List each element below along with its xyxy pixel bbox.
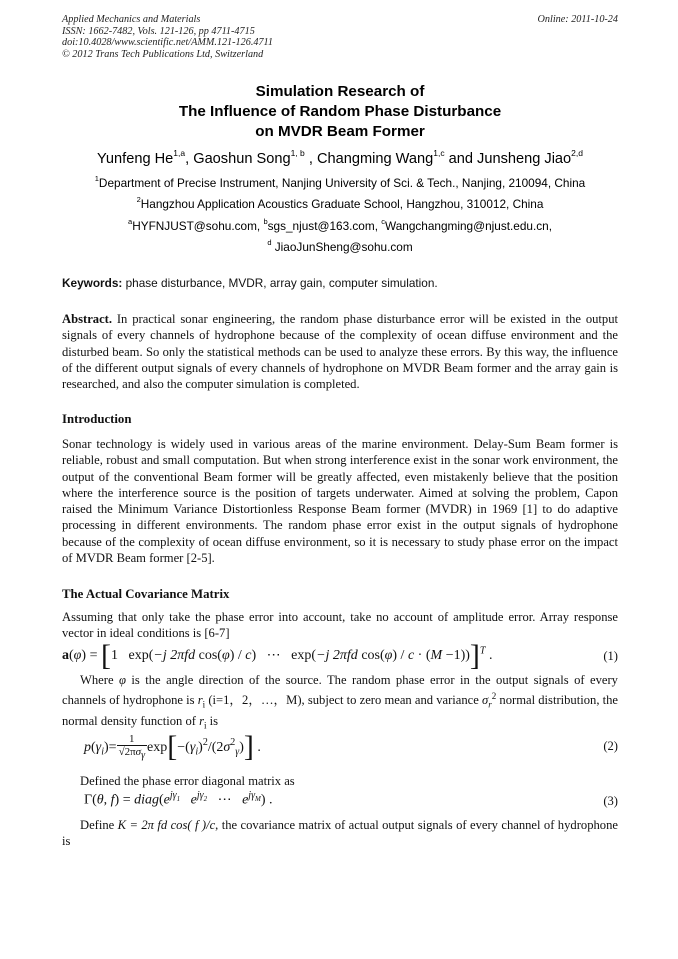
abstract-text: In practical sonar engineering, the random phase disturbance error will be existed in the output signals of every channels of hydrophone because of the complexity of ocean diffuse environment and the disturbed beam. So only the statistical methods can be used to analyze these errors. By this way, the influence of the different output signals of every channels of hydrophone on MVDR Beam former and the array gain is researched, and also the computer simulation is completed.	[62, 312, 618, 392]
symbol-r: r	[197, 693, 203, 708]
covariance-paragraph-2	[62, 672, 618, 734]
email-address: HYFNJUST@sohu.com,	[132, 219, 264, 233]
email-address: JiaoJunSheng@sohu.com	[271, 240, 413, 254]
text-span: is	[206, 714, 219, 729]
affiliation-text: Department of Precise Instrument, Nanjing University of Sci. & Tech., Nanjing, 210094, China	[98, 176, 586, 190]
email-sup: d	[267, 238, 272, 247]
introduction-paragraph: Sonar technology is widely used in various areas of the marine environment. Delay-Sum Beam former is reliable, robust and small computation. But when strong interference exist in the sonar work environment, the output of the conventional Beam former will be greatly affected, even mistakenly believe that the position where the interference source is the position of targets underwater. Aimed at solving the problem, Capon raised the Minimum Variance Distortionless Response Beam former (MVDR) in 1969 [1] to do adaptive processing in different environments. The random phase error exist in the output signals of hydrophone because of the complexity of ocean diffuse environment, so it is necessary to study phase error on the impact of MVDR Beam former [2-5].	[62, 437, 618, 566]
equation-3	[62, 790, 618, 814]
author-affil-sup: 1, b	[290, 148, 305, 158]
email-line-2	[40, 240, 640, 255]
inline-equation-k: K = 2π fd cos( f )/c	[117, 818, 216, 832]
symbol-phi: φ	[119, 673, 126, 687]
email-address: Wangchangming@njust.edu.cn,	[385, 219, 552, 233]
email-sup: a	[128, 217, 133, 226]
email-address: sgs_njust@163.com,	[267, 219, 382, 233]
author-separator: and	[444, 151, 478, 167]
equation-1	[62, 638, 618, 672]
affiliation-sup: 2	[136, 195, 141, 204]
symbol-r: r	[199, 714, 205, 729]
equation-number: (2)	[603, 739, 618, 753]
copyright-line: © 2012 Trans Tech Publications Ltd, Switzerland	[62, 48, 264, 60]
text-span: normal distribution, the normal density function of	[62, 693, 619, 729]
symbol-subscript: r	[488, 700, 492, 710]
equation-2	[62, 731, 618, 765]
email-line	[40, 219, 640, 234]
author-affil-sup: 1,c	[433, 148, 445, 158]
abstract-label: Abstract.	[62, 312, 113, 326]
affiliation-2	[40, 197, 640, 212]
symbol-subscript: i	[204, 720, 207, 731]
email-sup: b	[263, 217, 268, 226]
author-name: Junsheng Jiao	[477, 151, 572, 167]
doi-line: doi:10.4028/www.scientific.net/AMM.121-126.4711	[62, 37, 273, 49]
covariance-paragraph-1: Assuming that only take the phase error into account, take no account of amplitude error. Array response vector in ideal conditions is [6-7]	[62, 610, 618, 641]
affiliation-sup: 1	[94, 174, 99, 183]
author-list	[40, 150, 640, 168]
text-span: Defined the phase error diagonal matrix as	[80, 774, 295, 788]
symbol-subscript: i	[202, 700, 206, 710]
journal-name: Applied Mechanics and Materials	[62, 14, 201, 25]
author-separator: ,	[308, 151, 317, 167]
symbol-sigma: σ	[482, 693, 489, 708]
text-span: (i=1，2，…，M), subject to zero mean and variance	[205, 693, 483, 708]
author-name: Yunfeng He	[97, 151, 174, 167]
affiliation-1	[40, 176, 640, 191]
keywords-text: phase disturbance, MVDR, array gain, computer simulation.	[122, 276, 438, 290]
title-line-2: The Influence of Random Phase Disturbance	[178, 103, 502, 120]
abstract	[62, 311, 618, 392]
equation-1-body: a(φ) = [1 exp(−j 2πfd cos(φ) / c) ⋯ exp(−j 2πfd cos(φ) / c · (M −1))]$^T$ .	[62, 638, 493, 672]
author-affil-sup: 2,d	[571, 148, 583, 158]
title-line-3: on MVDR Beam Former	[255, 123, 425, 140]
paper-title	[62, 82, 618, 142]
text-span: Define	[80, 818, 118, 832]
section-heading-introduction: Introduction	[62, 412, 132, 426]
issn-line: ISSN: 1662-7482, Vols. 121-126, pp 4711-4715	[62, 25, 255, 37]
author-name: Gaoshun Song	[193, 151, 291, 167]
equation-3-body: Γ(θ, $f) = diag(e^{j\gamma_1}$ $e^{j\gamma_2}$ ⋯ $e^{j\gamma_M}$) .	[84, 790, 273, 808]
email-sup: c	[381, 217, 386, 226]
keywords	[62, 276, 618, 291]
text-span: , the covariance matrix of actual output signals of every channel of hydrophone is	[62, 818, 618, 849]
keywords-label: Keywords:	[62, 276, 123, 290]
text-span: Where	[80, 673, 119, 687]
equation-2-body: $p(\gamma_i)=$ $\frac{1}{√2\pi\sigma_\gamma}$ $\exp[-(\gamma_i)^2/(2\sigma^2_\gamma)]$ .	[84, 729, 261, 763]
affiliation-text: Hangzhou Application Acoustics Graduate School, Hangzhou, 310012, China	[140, 197, 544, 211]
journal-metadata	[62, 14, 618, 60]
author-affil-sup: 1,a	[173, 148, 186, 158]
symbol-superscript: 2	[491, 691, 497, 702]
title-line-1: Simulation Research of	[255, 83, 425, 100]
section-heading-covariance: The Actual Covariance Matrix	[62, 587, 230, 601]
equation-number: (1)	[603, 649, 618, 663]
author-separator: ,	[185, 151, 194, 167]
online-date: Online: 2011-10-24	[537, 14, 618, 25]
equation-number: (3)	[603, 794, 618, 808]
author-name: Changming Wang	[316, 151, 434, 167]
text-span: is the angle direction of the source. The random phase error in the output signals of every channels of hydrophone is	[62, 673, 618, 708]
covariance-paragraph-3	[62, 773, 618, 789]
covariance-paragraph-4	[62, 817, 618, 850]
